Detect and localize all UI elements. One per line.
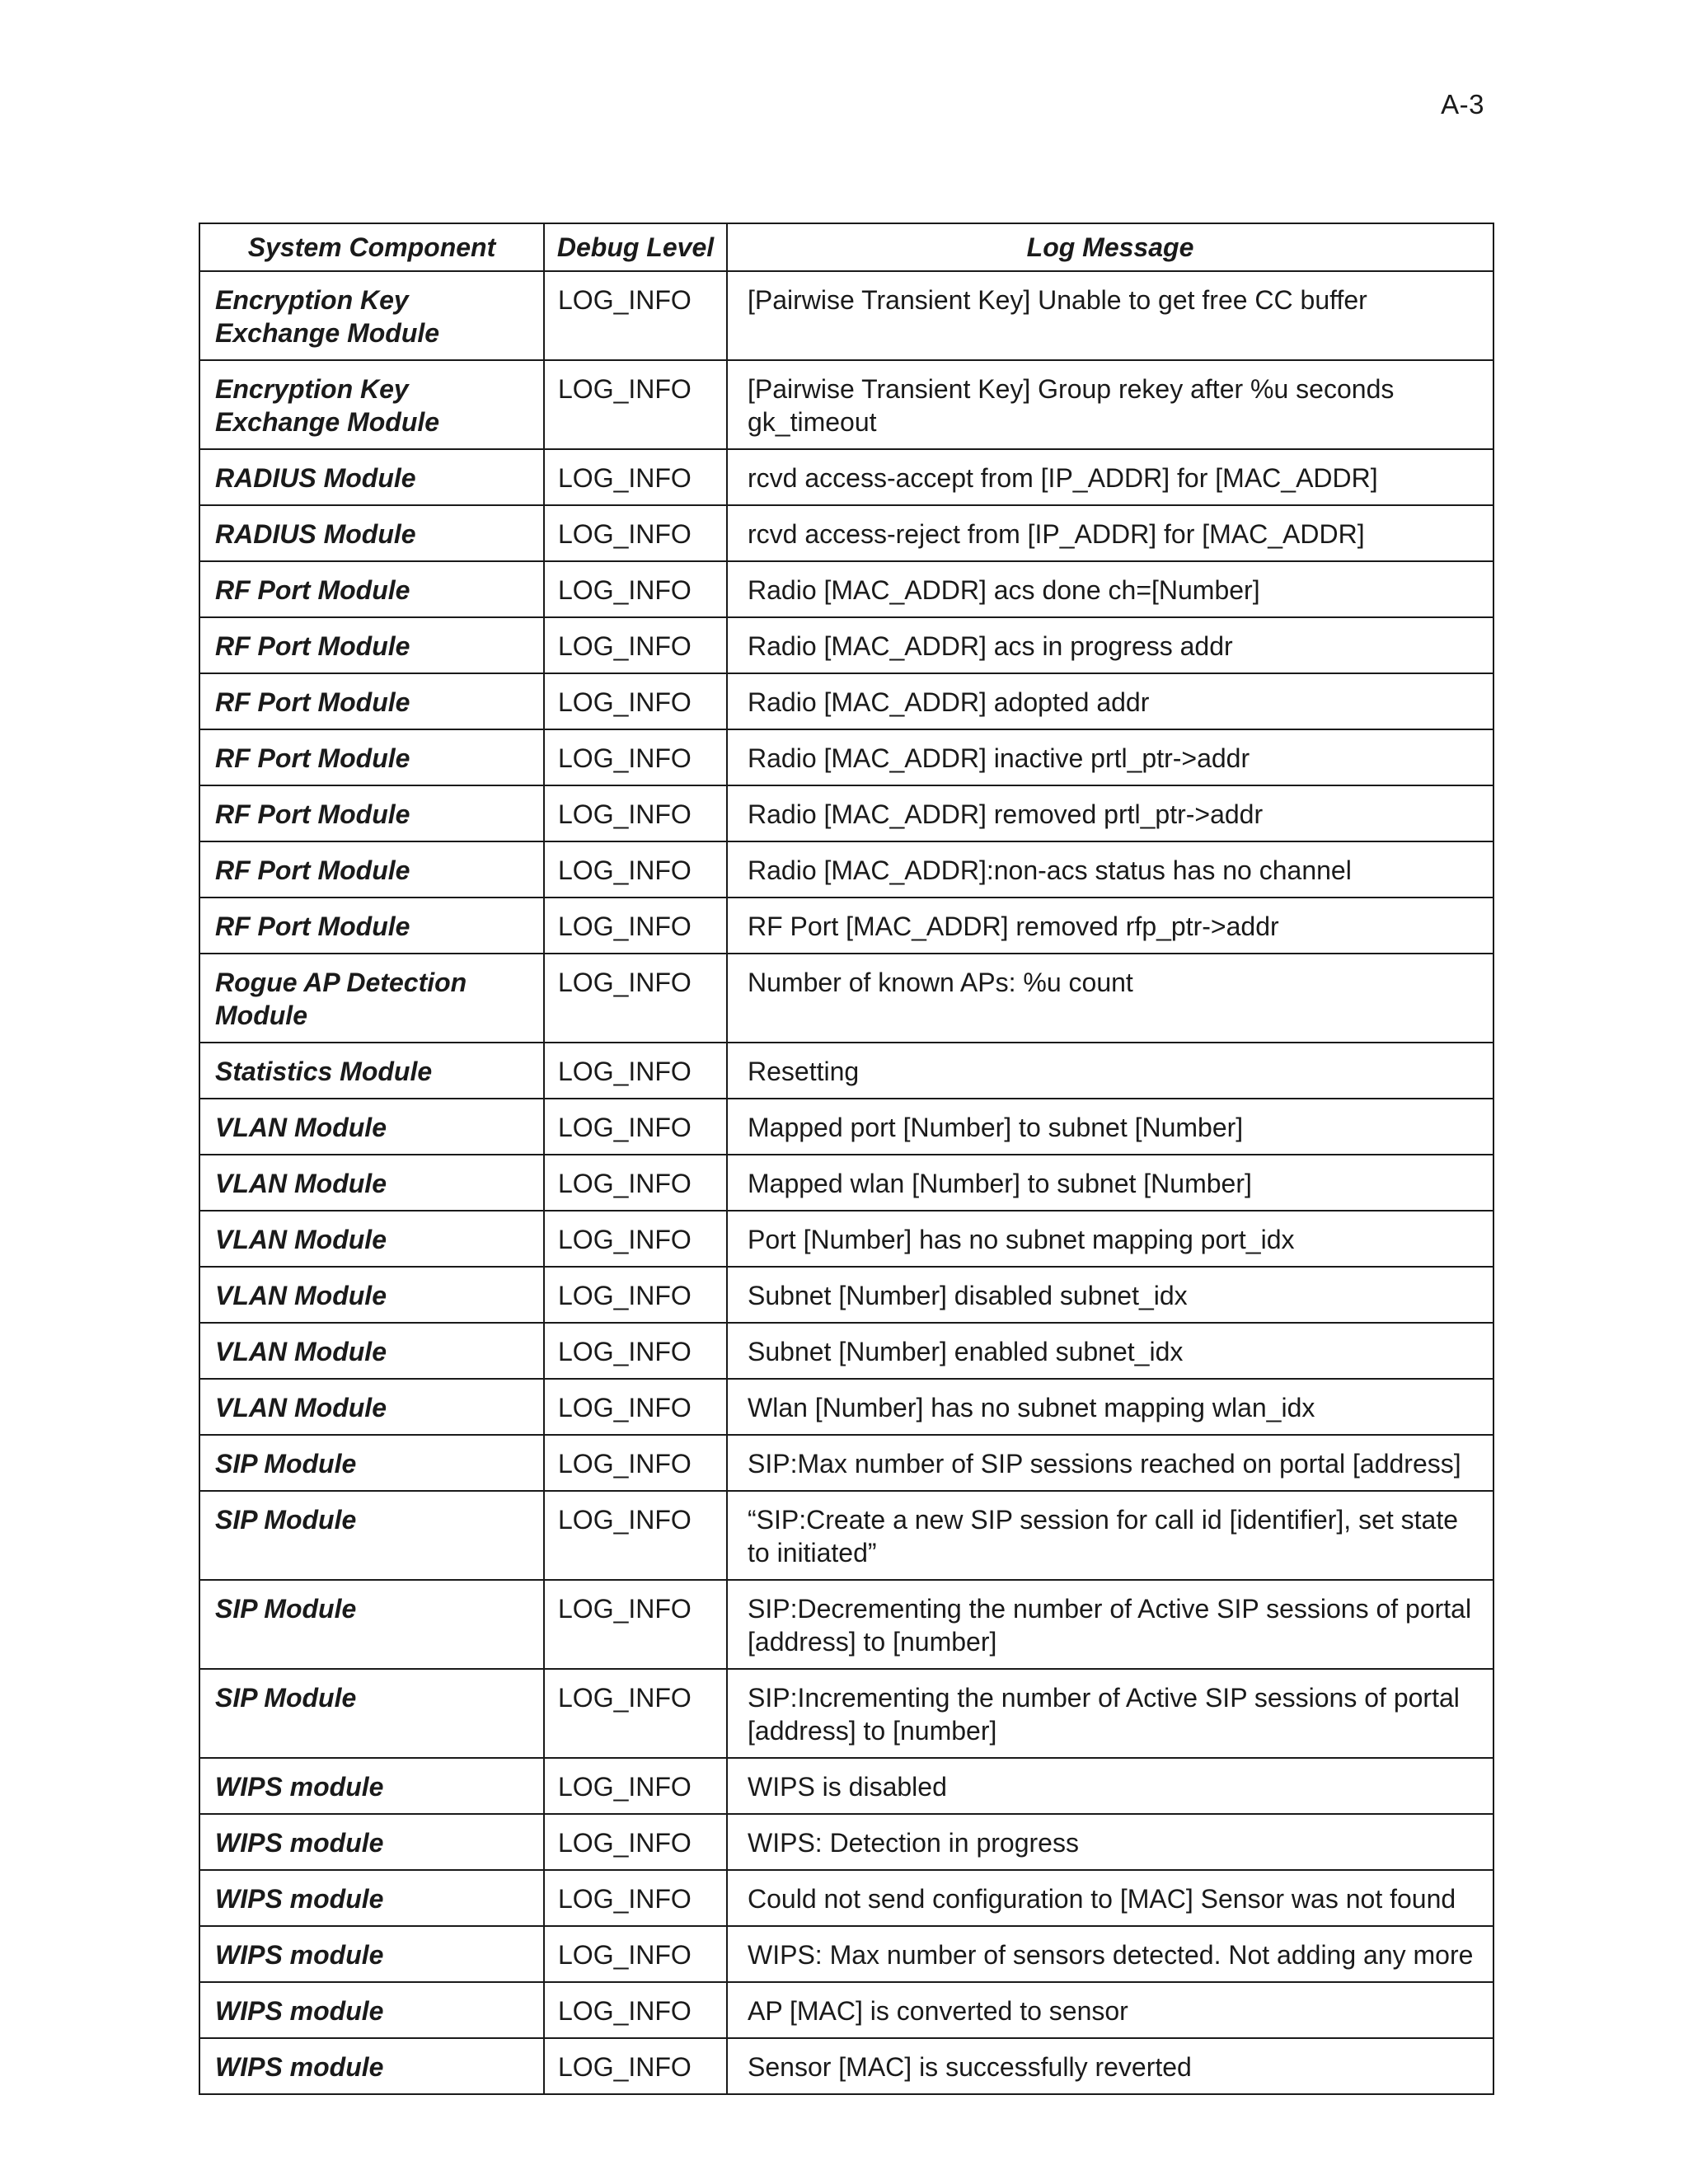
table-row xyxy=(199,1580,1493,1669)
cell-system-component: VLAN Module xyxy=(199,1379,544,1435)
cell-debug-level: LOG_INFO xyxy=(544,1379,727,1435)
cell-debug-level: LOG_INFO xyxy=(544,841,727,898)
table-row xyxy=(199,1211,1493,1267)
header-log-message: Log Message xyxy=(727,223,1493,271)
cell-log-message: Radio [MAC_ADDR]:non-acs status has no channel xyxy=(727,841,1493,898)
cell-system-component: Encryption Key Exchange Module xyxy=(199,271,544,360)
cell-system-component: VLAN Module xyxy=(199,1267,544,1323)
cell-debug-level: LOG_INFO xyxy=(544,1814,727,1870)
log-message-table xyxy=(199,223,1494,2095)
cell-log-message: Number of known APs: %u count xyxy=(727,954,1493,1043)
table-row xyxy=(199,954,1493,1043)
cell-log-message: rcvd access-reject from [IP_ADDR] for [MAC_ADDR] xyxy=(727,505,1493,561)
cell-debug-level: LOG_INFO xyxy=(544,360,727,449)
cell-debug-level: LOG_INFO xyxy=(544,449,727,505)
table-row xyxy=(199,271,1493,360)
cell-system-component: WIPS module xyxy=(199,2038,544,2094)
table-header-row xyxy=(199,223,1493,271)
cell-debug-level: LOG_INFO xyxy=(544,1926,727,1982)
cell-system-component: RF Port Module xyxy=(199,673,544,729)
cell-debug-level: LOG_INFO xyxy=(544,673,727,729)
cell-log-message: Wlan [Number] has no subnet mapping wlan_idx xyxy=(727,1379,1493,1435)
cell-debug-level: LOG_INFO xyxy=(544,561,727,617)
table-row xyxy=(199,505,1493,561)
cell-system-component: WIPS module xyxy=(199,1758,544,1814)
cell-log-message: Resetting xyxy=(727,1043,1493,1099)
cell-system-component: RF Port Module xyxy=(199,898,544,954)
table-row xyxy=(199,729,1493,785)
cell-log-message: SIP:Max number of SIP sessions reached on portal [address] xyxy=(727,1435,1493,1491)
cell-system-component: RF Port Module xyxy=(199,561,544,617)
cell-debug-level: LOG_INFO xyxy=(544,1155,727,1211)
cell-log-message: WIPS is disabled xyxy=(727,1758,1493,1814)
table-row xyxy=(199,1491,1493,1580)
table-row xyxy=(199,898,1493,954)
cell-system-component: RF Port Module xyxy=(199,841,544,898)
cell-system-component: VLAN Module xyxy=(199,1155,544,1211)
cell-system-component: Encryption Key Exchange Module xyxy=(199,360,544,449)
cell-log-message: Radio [MAC_ADDR] adopted addr xyxy=(727,673,1493,729)
table-row xyxy=(199,1926,1493,1982)
cell-debug-level: LOG_INFO xyxy=(544,1870,727,1926)
cell-system-component: SIP Module xyxy=(199,1491,544,1580)
header-debug-level: Debug Level xyxy=(544,223,727,271)
cell-debug-level: LOG_INFO xyxy=(544,898,727,954)
table-row xyxy=(199,1099,1493,1155)
table-row xyxy=(199,1379,1493,1435)
cell-log-message: Radio [MAC_ADDR] acs done ch=[Number] xyxy=(727,561,1493,617)
cell-system-component: RF Port Module xyxy=(199,617,544,673)
table-row xyxy=(199,1982,1493,2038)
cell-debug-level: LOG_INFO xyxy=(544,1043,727,1099)
cell-system-component: Rogue AP Detection Module xyxy=(199,954,544,1043)
table-row xyxy=(199,1267,1493,1323)
cell-debug-level: LOG_INFO xyxy=(544,2038,727,2094)
cell-debug-level: LOG_INFO xyxy=(544,1435,727,1491)
cell-log-message: Could not send configuration to [MAC] Sensor was not found xyxy=(727,1870,1493,1926)
cell-log-message: WIPS: Detection in progress xyxy=(727,1814,1493,1870)
cell-system-component: SIP Module xyxy=(199,1580,544,1669)
cell-system-component: SIP Module xyxy=(199,1435,544,1491)
table-row xyxy=(199,449,1493,505)
cell-debug-level: LOG_INFO xyxy=(544,785,727,841)
cell-debug-level: LOG_INFO xyxy=(544,1099,727,1155)
cell-debug-level: LOG_INFO xyxy=(544,505,727,561)
table-row xyxy=(199,785,1493,841)
cell-system-component: RADIUS Module xyxy=(199,449,544,505)
cell-system-component: WIPS module xyxy=(199,1926,544,1982)
cell-log-message: Mapped wlan [Number] to subnet [Number] xyxy=(727,1155,1493,1211)
cell-debug-level: LOG_INFO xyxy=(544,1491,727,1580)
cell-log-message: Radio [MAC_ADDR] inactive prtl_ptr->addr xyxy=(727,729,1493,785)
table-row xyxy=(199,1758,1493,1814)
cell-debug-level: LOG_INFO xyxy=(544,1323,727,1379)
cell-debug-level: LOG_INFO xyxy=(544,954,727,1043)
table-row xyxy=(199,1669,1493,1758)
cell-log-message: SIP:Incrementing the number of Active SIP sessions of portal [address] to [number] xyxy=(727,1669,1493,1758)
cell-system-component: WIPS module xyxy=(199,1982,544,2038)
cell-log-message: Subnet [Number] disabled subnet_idx xyxy=(727,1267,1493,1323)
cell-system-component: VLAN Module xyxy=(199,1211,544,1267)
cell-log-message: Radio [MAC_ADDR] removed prtl_ptr->addr xyxy=(727,785,1493,841)
cell-log-message: RF Port [MAC_ADDR] removed rfp_ptr->addr xyxy=(727,898,1493,954)
cell-system-component: WIPS module xyxy=(199,1870,544,1926)
table-row xyxy=(199,360,1493,449)
cell-log-message: Port [Number] has no subnet mapping port_idx xyxy=(727,1211,1493,1267)
cell-log-message: WIPS: Max number of sensors detected. Not adding any more xyxy=(727,1926,1493,1982)
table-row xyxy=(199,2038,1493,2094)
table-row xyxy=(199,1814,1493,1870)
cell-log-message: Sensor [MAC] is successfully reverted xyxy=(727,2038,1493,2094)
table-row xyxy=(199,1155,1493,1211)
cell-log-message: [Pairwise Transient Key] Group rekey after %u seconds gk_timeout xyxy=(727,360,1493,449)
cell-debug-level: LOG_INFO xyxy=(544,729,727,785)
cell-debug-level: LOG_INFO xyxy=(544,1580,727,1669)
cell-debug-level: LOG_INFO xyxy=(544,271,727,360)
table-row xyxy=(199,1435,1493,1491)
cell-system-component: RADIUS Module xyxy=(199,505,544,561)
header-system-component: System Component xyxy=(199,223,544,271)
cell-system-component: VLAN Module xyxy=(199,1099,544,1155)
cell-debug-level: LOG_INFO xyxy=(544,1758,727,1814)
table-body xyxy=(199,271,1493,2094)
cell-log-message: Radio [MAC_ADDR] acs in progress addr xyxy=(727,617,1493,673)
cell-system-component: SIP Module xyxy=(199,1669,544,1758)
cell-log-message: rcvd access-accept from [IP_ADDR] for [MAC_ADDR] xyxy=(727,449,1493,505)
cell-debug-level: LOG_INFO xyxy=(544,1267,727,1323)
cell-log-message: “SIP:Create a new SIP session for call id [identifier], set state to initiated” xyxy=(727,1491,1493,1580)
table-row xyxy=(199,673,1493,729)
cell-log-message: Subnet [Number] enabled subnet_idx xyxy=(727,1323,1493,1379)
table-row xyxy=(199,1323,1493,1379)
cell-debug-level: LOG_INFO xyxy=(544,1211,727,1267)
cell-log-message: AP [MAC] is converted to sensor xyxy=(727,1982,1493,2038)
cell-log-message: [Pairwise Transient Key] Unable to get free CC buffer xyxy=(727,271,1493,360)
cell-debug-level: LOG_INFO xyxy=(544,1669,727,1758)
cell-log-message: SIP:Decrementing the number of Active SIP sessions of portal [address] to [number] xyxy=(727,1580,1493,1669)
table-row xyxy=(199,1870,1493,1926)
cell-system-component: Statistics Module xyxy=(199,1043,544,1099)
cell-debug-level: LOG_INFO xyxy=(544,617,727,673)
cell-system-component: WIPS module xyxy=(199,1814,544,1870)
cell-debug-level: LOG_INFO xyxy=(544,1982,727,2038)
cell-system-component: RF Port Module xyxy=(199,729,544,785)
cell-log-message: Mapped port [Number] to subnet [Number] xyxy=(727,1099,1493,1155)
table-row xyxy=(199,841,1493,898)
table-row xyxy=(199,561,1493,617)
cell-system-component: VLAN Module xyxy=(199,1323,544,1379)
page-number: A-3 xyxy=(1441,89,1484,120)
table-row xyxy=(199,1043,1493,1099)
cell-system-component: RF Port Module xyxy=(199,785,544,841)
table-row xyxy=(199,617,1493,673)
